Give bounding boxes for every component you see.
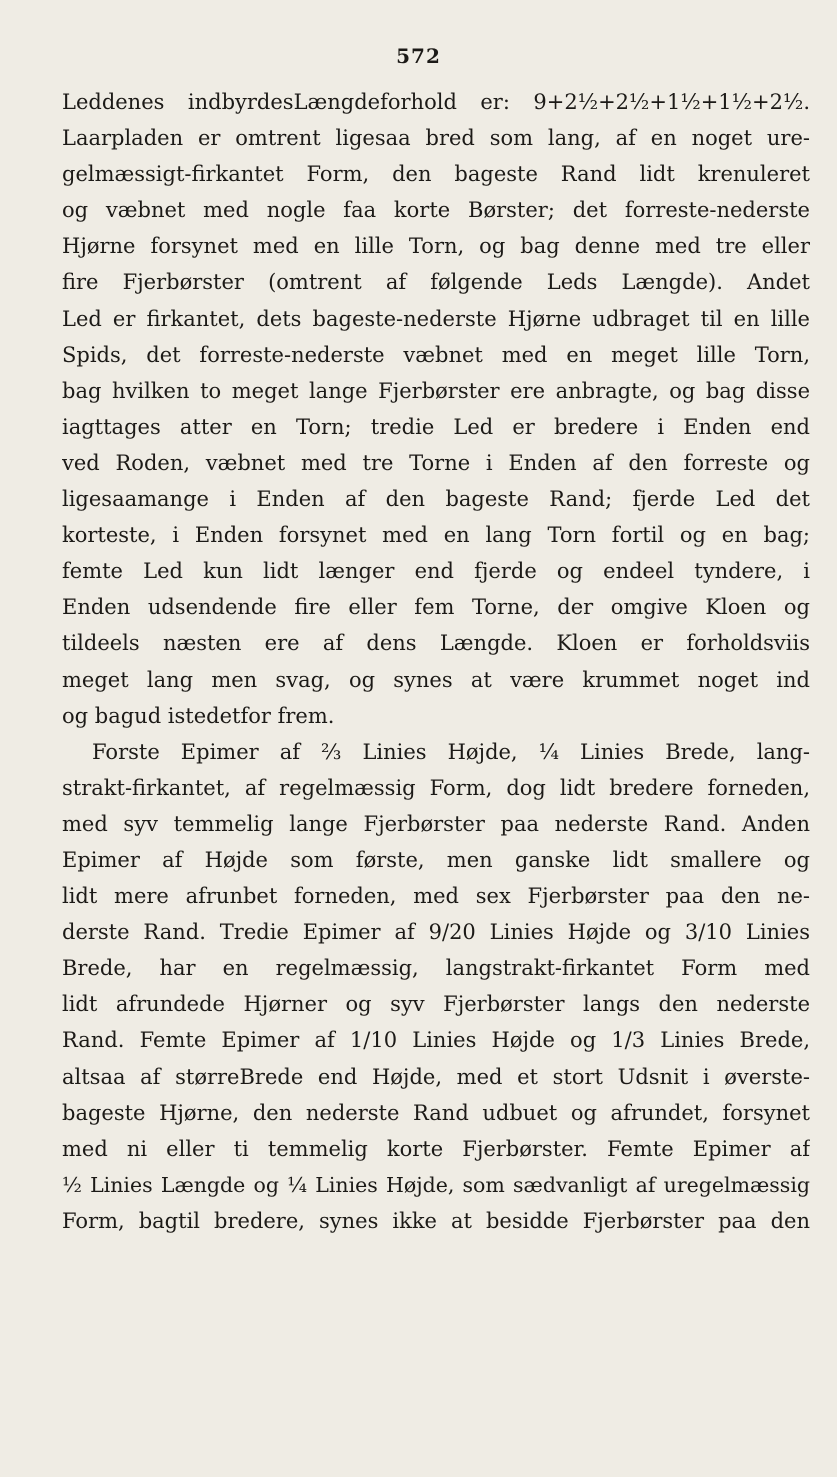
text-line: Laarpladen er omtrent ligesaa bred som lang, af en noget ure- (62, 126, 810, 151)
text-line: bag hvilken to meget lange Fjerbørster ere anbragte, og bag disse (62, 378, 810, 403)
text-line: lidt mere afrunbet forneden, med sex Fjerbørster paa den ne- (62, 884, 810, 909)
page-number: 572 (396, 44, 441, 68)
text-line: Led er firkantet, dets bageste-nederste Hjørne udbraget til en lille (62, 306, 810, 331)
text-line: ved Roden, væbnet med tre Torne i Enden af den forreste og (62, 450, 810, 475)
text-line: Form, bagtil bredere, synes ikke at besidde Fjerbørster paa den (62, 1208, 810, 1233)
text-line: strakt-firkantet, af regelmæssig Form, dog lidt bredere forneden, (62, 775, 810, 800)
text-line: Epimer af Højde som første, men ganske lidt smallere og (62, 847, 810, 872)
text-line: tildeels næsten ere af dens Længde. Kloen er forholdsviis (62, 631, 810, 656)
text-line: Hjørne forsynet med en lille Torn, og bag denne med tre eller (62, 234, 810, 259)
text-line: bageste Hjørne, den nederste Rand udbuet og afrundet, forsynet (62, 1100, 810, 1125)
text-line: meget lang men svag, og synes at være krummet noget ind (62, 667, 810, 692)
text-line: derste Rand. Tredie Epimer af 9/20 Linies Højde og 3/10 Linies (62, 920, 810, 945)
text-line: ligesaamange i Enden af den bageste Rand; fjerde Led det (62, 487, 810, 512)
body-text (62, 84, 810, 1239)
text-line: og bagud istedetfor frem. (62, 703, 335, 728)
text-line: med ni eller ti temmelig korte Fjerbørster. Femte Epimer af (62, 1136, 810, 1161)
text-line: iagttages atter en Torn; tredie Led er bredere i Enden end (62, 414, 810, 439)
text-line: femte Led kun lidt længer end fjerde og endeel tyndere, i (62, 559, 810, 584)
text-line: Spids, det forreste-nederste væbnet med en meget lille Torn, (62, 342, 810, 367)
text-line: Leddenes indbyrdesLængdeforhold er: 9+2½+2½+1½+1½+2½. (62, 90, 810, 114)
text-line: gelmæssigt-firkantet Form, den bageste Rand lidt krenuleret (62, 162, 810, 187)
text-line: altsaa af størreBrede end Højde, med et stort Udsnit i øverste- (62, 1064, 810, 1089)
text-line: Enden udsendende fire eller fem Torne, der omgive Kloen og (62, 595, 810, 620)
text-line: fire Fjerbørster (omtrent af følgende Leds Længde). Andet (62, 270, 810, 295)
text-line: og væbnet med nogle faa korte Børster; det forreste-nederste (62, 198, 810, 223)
text-line: lidt afrundede Hjørner og syv Fjerbørster langs den nederste (62, 992, 810, 1017)
text-line: ½ Linies Længde og ¼ Linies Højde, som sædvanligt af uregelmæssig (62, 1172, 810, 1197)
text-line: korteste, i Enden forsynet med en lang Torn fortil og en bag; (62, 523, 810, 548)
text-line: Forste Epimer af ⅔ Linies Højde, ¼ Linies Brede, lang- (92, 739, 810, 764)
text-line: Brede, har en regelmæssig, langstrakt-firkantet Form med (62, 956, 810, 981)
text-line: med syv temmelig lange Fjerbørster paa nederste Rand. Anden (62, 811, 810, 836)
text-line: Rand. Femte Epimer af 1/10 Linies Højde og 1/3 Linies Brede, (62, 1028, 810, 1053)
